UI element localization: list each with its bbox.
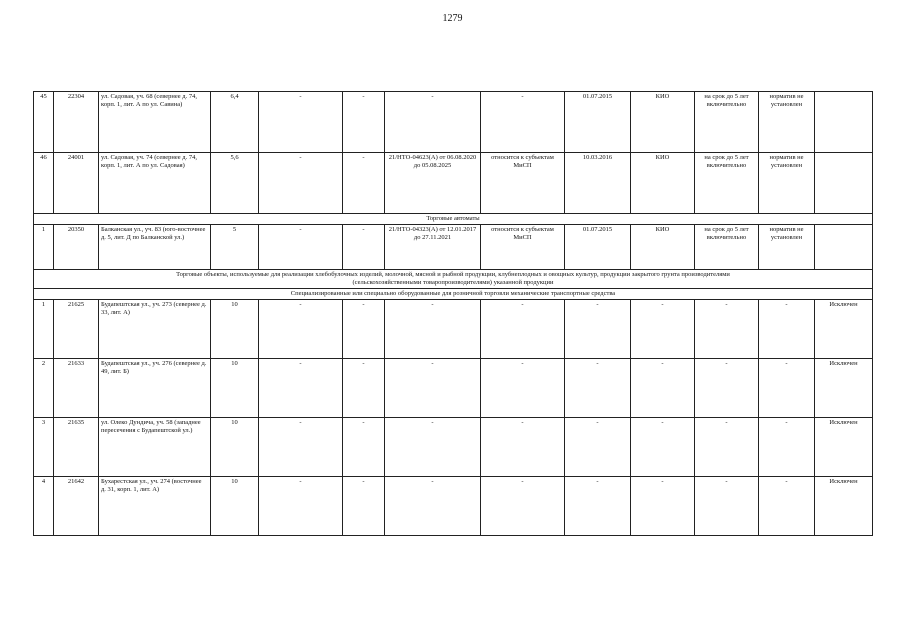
cell-dash: - [759,300,815,359]
section-heading-vending: Торговые автоматы [34,214,873,225]
table-row [34,153,873,214]
cell-dash: - [631,359,695,418]
cell-note [815,153,873,214]
table-row [34,477,873,536]
section-heading-food: Торговые объекты, используемые для реализации хлебобулочных изделий, молочной, мясной и рыбной продукции, клубнеплодных и овощных культур, продукции закрытого грунта производителями (сельскохозяйственными товаропроизводителями) указанной продукции [34,270,873,289]
cell-note: Исключен [815,300,873,359]
cell-dash: - [565,359,631,418]
cell-dash: - [759,477,815,536]
cell-org: КИО [631,225,695,270]
cell-address: Будапештская ул., уч. 276 (севернее д. 49, лит. Б) [99,359,211,418]
cell-dash: - [481,359,565,418]
cell-address: Бухарестская ул., уч. 274 (восточнее д. 31, корп. 1, лит. А) [99,477,211,536]
cell-dash: - [343,225,385,270]
cell-dash: - [259,153,343,214]
table-row [34,92,873,153]
cell-address: Балканская ул., уч. 83 (юго-восточнее д. 5, лит. Д по Балканской ул.) [99,225,211,270]
cell-code: 21635 [54,418,99,477]
section-row [34,270,873,289]
cell-dash: - [259,477,343,536]
cell-address: ул. Садовая, уч. 74 (севернее д. 74, корп. 1, лит. А по ул. Садовая) [99,153,211,214]
cell-contract: 21/НТО-04623(А) от 06.08.2020 до 05.08.2025 [385,153,481,214]
cell-no: 46 [34,153,54,214]
cell-dash: - [565,477,631,536]
cell-code: 21625 [54,300,99,359]
section-heading-mobile: Специализированные или специально оборудованные для розничной торговли механические транспортные средства [34,289,873,300]
section-row [34,214,873,225]
cell-dash: - [385,477,481,536]
cell-subject: - [481,92,565,153]
cell-area: 10 [211,359,259,418]
cell-address: Будапештская ул., уч. 273 (севернее д. 33, лит. А) [99,300,211,359]
cell-no: 1 [34,300,54,359]
cell-dash: - [343,418,385,477]
cell-norms: норматив не установлен [759,92,815,153]
cell-dash: - [343,92,385,153]
cell-dash: - [343,153,385,214]
cell-dash: - [481,418,565,477]
cell-code: 20350 [54,225,99,270]
cell-dash: - [481,477,565,536]
cell-dash: - [759,359,815,418]
cell-norms: норматив не установлен [759,225,815,270]
cell-address: ул. Олеко Дундича, уч. 58 (западнее пересечения с Будапештской ул.) [99,418,211,477]
cell-dash: - [385,300,481,359]
cell-dash: - [385,359,481,418]
registry-table [33,91,873,536]
cell-area: 10 [211,477,259,536]
cell-dash: - [631,477,695,536]
cell-address: ул. Садовая, уч. 68 (севернее д. 74, корп. 1, лит. А по ул. Савина) [99,92,211,153]
cell-dash: - [565,300,631,359]
cell-dash: - [695,300,759,359]
cell-org: КИО [631,153,695,214]
cell-subject: относится к субъектам МиСП [481,225,565,270]
cell-no: 45 [34,92,54,153]
page-number: 1279 [442,13,463,24]
cell-subject: относится к субъектам МиСП [481,153,565,214]
cell-org: КИО [631,92,695,153]
cell-dash: - [385,418,481,477]
cell-area: 10 [211,418,259,477]
cell-code: 24001 [54,153,99,214]
cell-note: Исключен [815,359,873,418]
cell-dash: - [631,300,695,359]
cell-dash: - [481,300,565,359]
cell-dash: - [343,477,385,536]
cell-date: 10.03.2016 [565,153,631,214]
table-row [34,300,873,359]
table-row [34,418,873,477]
cell-note [815,92,873,153]
cell-dash: - [259,418,343,477]
cell-area: 6,4 [211,92,259,153]
cell-contract: 21/НТО-04323(А) от 12.01.2017 до 27.11.2021 [385,225,481,270]
cell-no: 2 [34,359,54,418]
cell-term: на срок до 5 лет включительно [695,225,759,270]
cell-no: 3 [34,418,54,477]
cell-area: 5,6 [211,153,259,214]
cell-norms: норматив не установлен [759,153,815,214]
cell-note: Исключен [815,477,873,536]
cell-area: 5 [211,225,259,270]
section-row [34,289,873,300]
cell-dash: - [259,92,343,153]
cell-dash: - [695,477,759,536]
cell-dash: - [695,418,759,477]
cell-term: на срок до 5 лет включительно [695,92,759,153]
cell-date: 01.07.2015 [565,225,631,270]
cell-date: 01.07.2015 [565,92,631,153]
cell-dash: - [759,418,815,477]
cell-note [815,225,873,270]
cell-dash: - [631,418,695,477]
table-row [34,225,873,270]
cell-note: Исключен [815,418,873,477]
cell-code: 21642 [54,477,99,536]
cell-no: 1 [34,225,54,270]
cell-dash: - [259,300,343,359]
cell-dash: - [343,300,385,359]
cell-dash: - [259,225,343,270]
cell-code: 21633 [54,359,99,418]
cell-code: 22304 [54,92,99,153]
cell-dash: - [343,359,385,418]
table-row [34,359,873,418]
cell-term: на срок до 5 лет включительно [695,153,759,214]
cell-area: 10 [211,300,259,359]
cell-dash: - [695,359,759,418]
cell-no: 4 [34,477,54,536]
cell-dash: - [259,359,343,418]
cell-dash: - [565,418,631,477]
cell-contract: - [385,92,481,153]
